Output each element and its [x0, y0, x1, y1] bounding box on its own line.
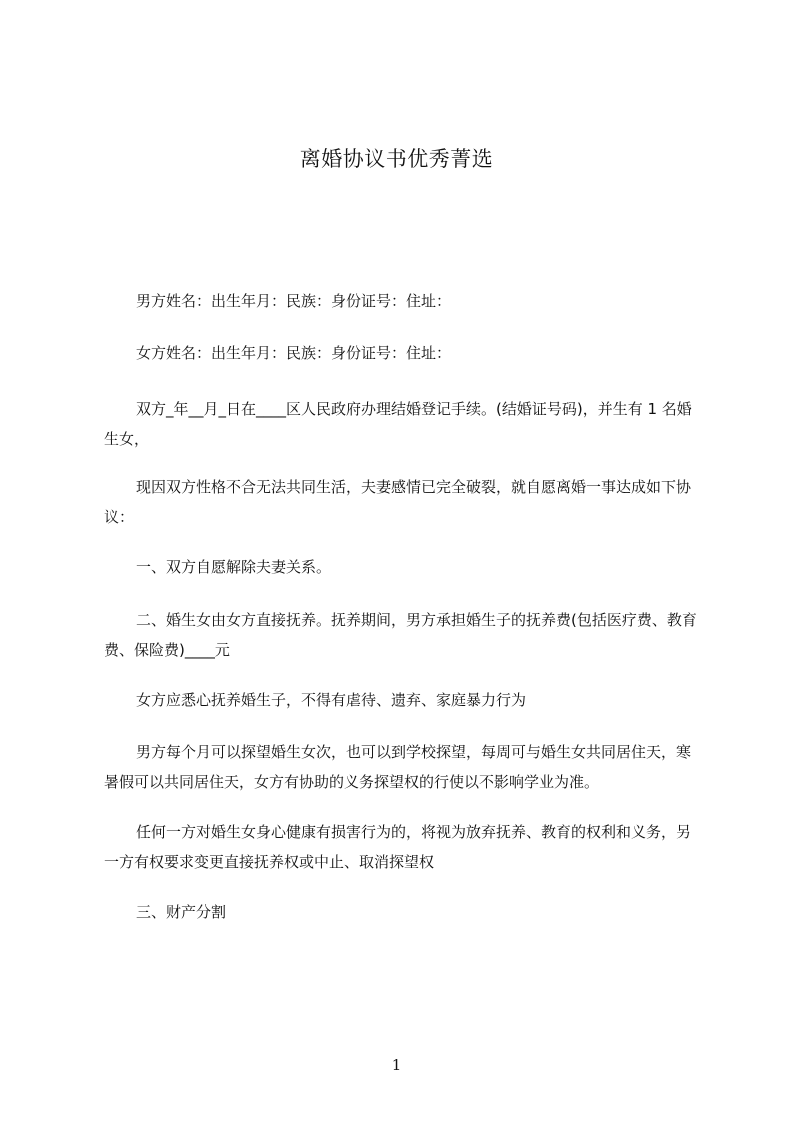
- paragraph-marriage-registration: 双方_年__月_日在____区人民政府办理结婚登记手续。(结婚证号码)，并生有 1 名婚生女，: [104, 400, 692, 448]
- page-number: 1: [391, 1056, 402, 1074]
- paragraph-clause-3: 三、财产分割: [136, 903, 227, 921]
- paragraph-visitation: 男方每个月可以探望婚生女次，也可以到学校探望，每周可与婚生女共同居住天，寒暑假可以共同居住天，女方有协助的义务探望权的行使以不影响学业为准。: [104, 743, 692, 791]
- page-title: 离婚协议书优秀菁选: [299, 147, 494, 171]
- paragraph-female-info: 女方姓名：出生年月：民族：身份证号：住址：: [136, 344, 452, 362]
- paragraph-custody-change: 任何一方对婚生女身心健康有损害行为的，将视为放弃抚养、教育的权利和义务，另一方有权要求变更直接抚养权或中止、取消探望权: [104, 823, 692, 871]
- paragraph-custody-duty: 女方应悉心抚养婚生子，不得有虐待、遗弃、家庭暴力行为: [136, 691, 527, 709]
- paragraph-male-info: 男方姓名：出生年月：民族：身份证号：住址：: [136, 292, 452, 310]
- paragraph-clause-2: 二、婚生女由女方直接抚养。抚养期间，男方承担婚生子的抚养费(包括医疗费、教育费、保险费)____元: [104, 611, 697, 659]
- paragraph-reason: 现因双方性格不合无法共同生活，夫妻感情已完全破裂，就自愿离婚一事达成如下协议：: [104, 478, 692, 526]
- paragraph-clause-1: 一、双方自愿解除夫妻关系。: [136, 558, 332, 576]
